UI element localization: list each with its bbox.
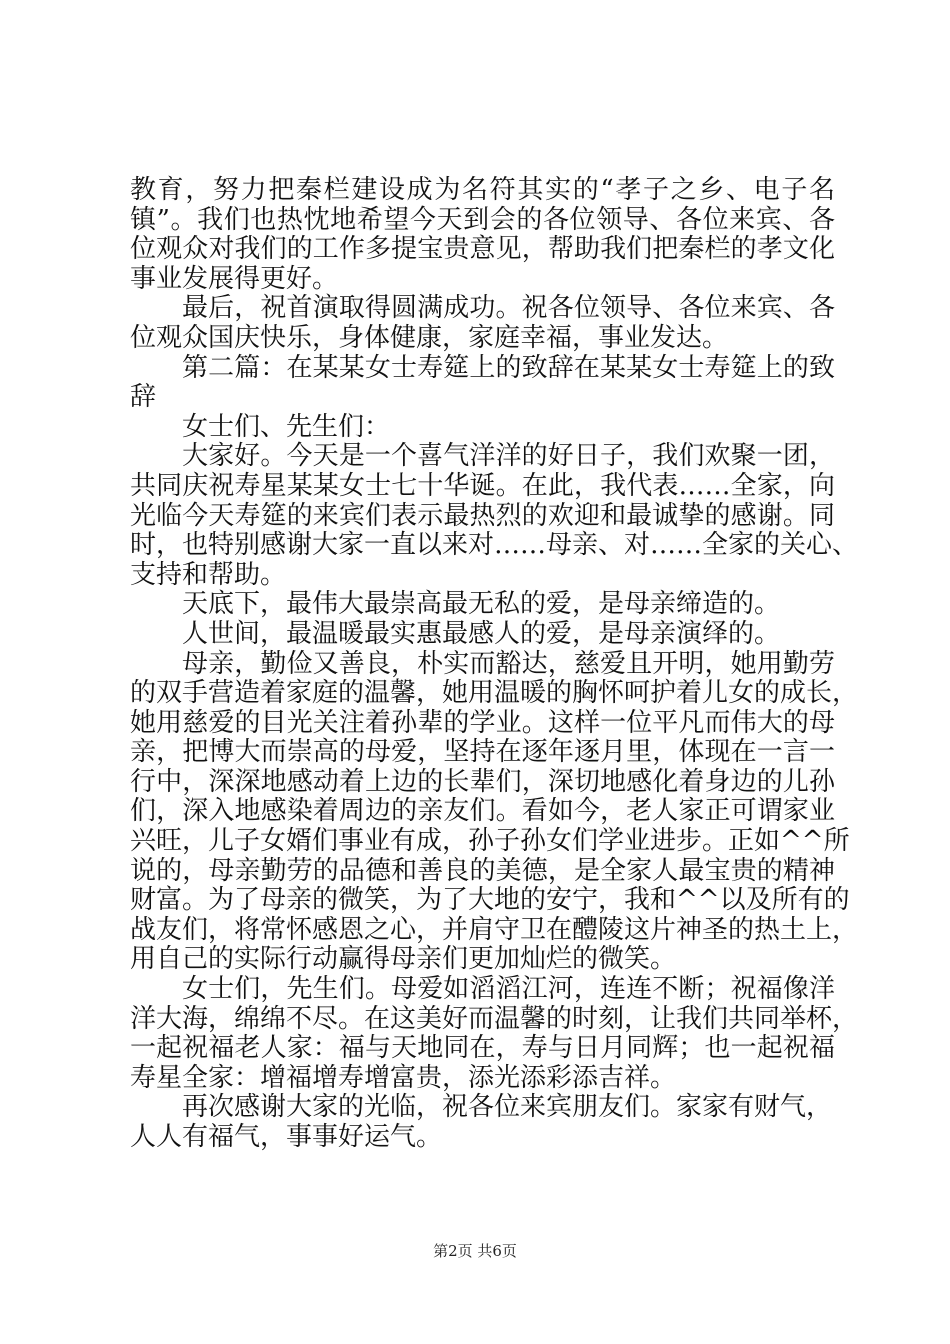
text-line: 们，深入地感染着周边的亲友们。看如今，老人家正可谓家业 <box>130 796 835 827</box>
text-line: 人人有福气，事事好运气。 <box>130 1122 443 1152</box>
text-line: 用自己的实际行动赢得母亲们更加灿烂的微笑。 <box>130 944 677 975</box>
text-line: 女士们、先生们： <box>182 411 391 442</box>
text-line: 共同庆祝寿星某某女士七十华诞。在此，我代表……全家，向 <box>130 470 835 501</box>
text-line: 母亲，勤俭又善良，朴实而豁达，慈爱且开明，她用勤劳 <box>182 648 835 679</box>
text-line: 她用慈爱的目光关注着孙辈的学业。这样一位平凡而伟大的母 <box>130 707 835 738</box>
text-line: 战友们，将常怀感恩之心，并肩守卫在醴陵这片神圣的热土上， <box>130 914 859 945</box>
text-line: 行中，深深地感动着上边的长辈们，深切地感化着身边的儿孙 <box>130 766 835 797</box>
text-line: 财富。为了母亲的微笑，为了大地的安宁，我和^^以及所有的 <box>130 885 850 916</box>
text-line: 的双手营造着家庭的温馨，她用温暖的胸怀呵护着儿女的成长， <box>130 678 859 709</box>
text-line: 说的，母亲勤劳的品德和善良的美德，是全家人最宝贵的精神 <box>130 855 835 886</box>
text-line: 大家好。今天是一个喜气洋洋的好日子，我们欢聚一团， <box>182 441 835 472</box>
text-line: 第二篇：在某某女士寿筵上的致辞在某某女士寿筵上的致 <box>182 352 835 383</box>
text-line: 女士们，先生们。母爱如滔滔江河，连连不断；祝福像洋 <box>182 974 835 1005</box>
text-line: 光临今天寿筵的来宾们表示最热烈的欢迎和最诚挚的感谢。同 <box>130 500 835 531</box>
text-line: 辞 <box>130 382 157 413</box>
text-line: 兴旺，儿子女婿们事业有成，孙子孙女们学业进步。正如^^所 <box>130 826 850 857</box>
text-line: 镇”。我们也热忱地希望今天到会的各位领导、各位来宾、各 <box>130 204 835 235</box>
text-line: 时，也特别感谢大家一直以来对……母亲、对……全家的关心、 <box>130 530 859 561</box>
page-footer: 第2页 共6页 <box>433 1242 517 1260</box>
text-line: 再次感谢大家的光临，祝各位来宾朋友们。家家有财气， <box>182 1092 833 1123</box>
document-body <box>130 175 859 1153</box>
text-line: 位观众国庆快乐，身体健康，家庭幸福，事业发达。 <box>130 322 729 353</box>
text-line: 最后，祝首演取得圆满成功。祝各位领导、各位来宾、各 <box>182 293 835 324</box>
text-line: 洋大海，绵绵不尽。在这美好而温馨的时刻，让我们共同举杯， <box>130 1003 859 1034</box>
text-line: 亲，把博大而崇高的母爱，坚持在逐年逐月里，体现在一言一 <box>130 737 835 768</box>
text-line: 一起祝福老人家：福与天地同在，寿与日月同辉；也一起祝福 <box>130 1033 835 1064</box>
text-line: 人世间，最温暖最实惠最感人的爱，是母亲演绎的。 <box>182 618 781 649</box>
text-line: 教育，努力把秦栏建设成为名符其实的“孝子之乡、电子名 <box>130 175 835 205</box>
text-line: 位观众对我们的工作多提宝贵意见，帮助我们把秦栏的孝文化 <box>130 234 835 265</box>
text-line: 天底下，最伟大最崇高最无私的爱，是母亲缔造的。 <box>182 589 781 620</box>
text-line: 寿星全家：增福增寿增富贵，添光添彩添吉祥。 <box>130 1062 677 1093</box>
text-line: 支持和帮助。 <box>130 559 287 590</box>
text-line: 事业发展得更好。 <box>130 263 339 294</box>
